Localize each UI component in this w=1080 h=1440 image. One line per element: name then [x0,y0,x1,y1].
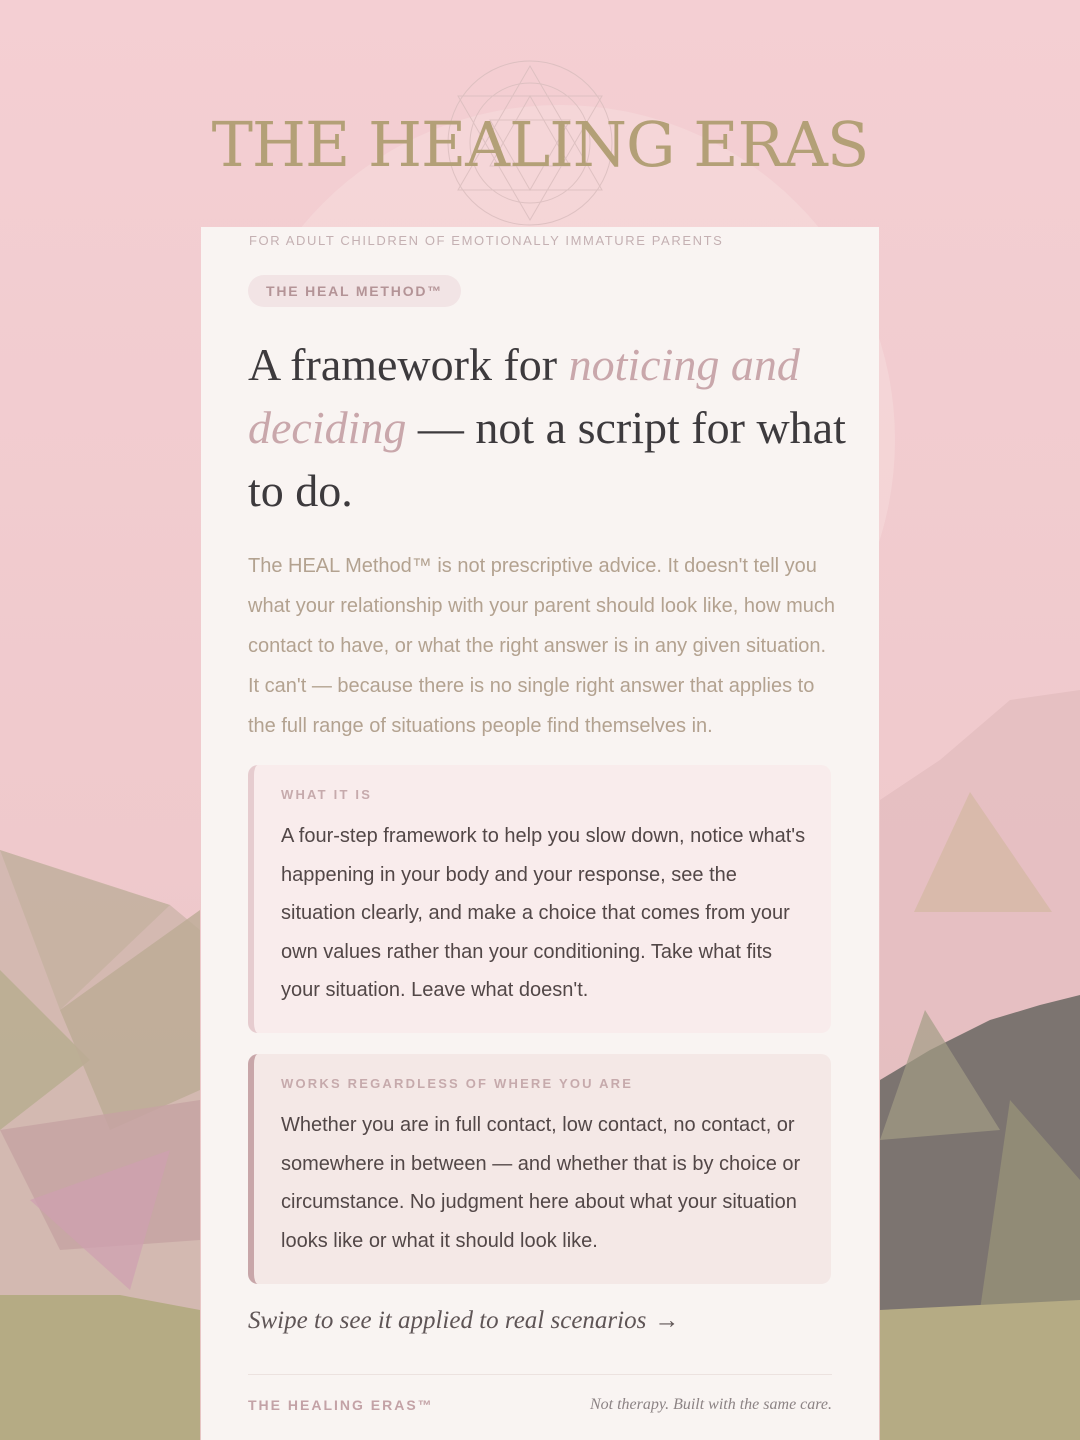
headline [248,333,848,522]
headline-emphasis: noticing and deciding [248,339,800,453]
callout-text: Whether you are in full contact, low contact, no contact, or somewhere in between — and whether that is by choice or circumstance. No judgment here about what your situation looks like or what it should look like. [281,1114,801,1252]
footer-tagline: Not therapy. Built with the same care. [589,1396,832,1413]
callout-label: WORKS REGARDLESS OF WHERE YOU ARE [281,1076,634,1091]
headline-part-1: A framework for [248,339,569,390]
swipe-hint-text: Swipe to see it applied to real scenarios [248,1307,647,1334]
arrow-right-icon: → [654,1307,680,1334]
callout-label: WHAT IT IS [281,787,373,802]
swipe-hint[interactable] [248,1307,679,1335]
brand-logo: THE HEALING ERAS [211,108,869,181]
callout-what-it-is [248,765,831,1033]
headline-part-2: — not a script for what to do. [248,402,846,516]
method-badge: THE HEAL METHOD™ [248,275,461,307]
footer-divider [248,1374,832,1375]
eyebrow-text: FOR ADULT CHILDREN OF EMOTIONALLY IMMATURE PARENTS [249,233,724,248]
footer-brand: THE HEALING ERAS™ [248,1397,434,1413]
callout-works-regardless [248,1054,831,1284]
content-card [201,227,879,1440]
intro-paragraph: The HEAL Method™ is not prescriptive advice. It doesn't tell you what your relationship with your parent should look like, how much contact to have, or what the right answer is in any given situation. It can't — because there is no single right answer that applies to the full range of situations people find themselves in. [248,555,835,737]
callout-text: A four-step framework to help you slow down, notice what's happening in your body and your response, see the situation clearly, and make a choice that comes from your own values rather than your conditioning. Take what fits your situation. Leave what doesn't. [281,825,806,1002]
